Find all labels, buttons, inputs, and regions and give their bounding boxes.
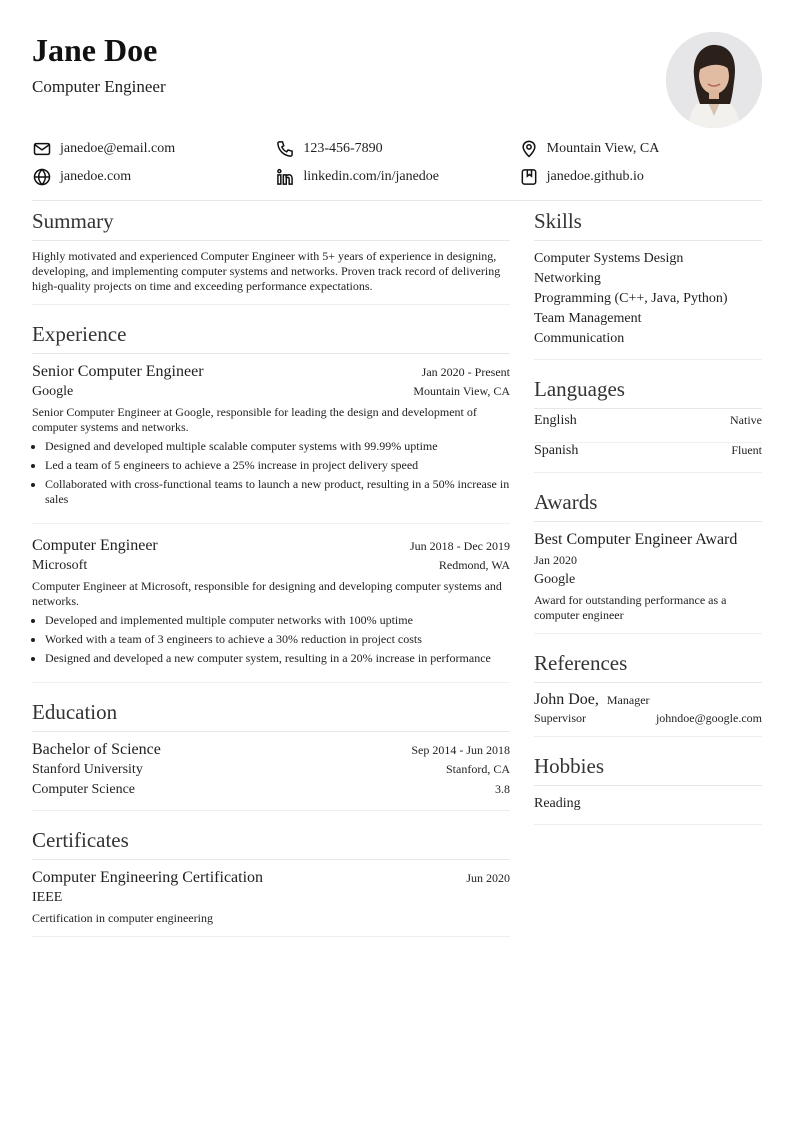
- job-location: Redmond, WA: [438, 558, 510, 572]
- contact-website[interactable]: [32, 163, 275, 191]
- website-text: janedoe.com: [60, 169, 132, 184]
- references-section: [534, 650, 762, 737]
- education-heading: Education: [32, 699, 510, 732]
- contact-linkedin[interactable]: [275, 163, 518, 191]
- award-date: Jan 2020: [534, 553, 577, 567]
- phone-icon: [275, 139, 295, 159]
- github-text: janedoe.github.io: [546, 169, 644, 184]
- location-text: Mountain View, CA: [546, 141, 660, 156]
- summary-heading: Summary: [32, 208, 510, 241]
- job-achievements: [32, 613, 510, 666]
- reference-relation: Supervisor: [534, 711, 586, 725]
- reference-name: John Doe,: [534, 691, 599, 708]
- candidate-name: Jane Doe: [32, 32, 158, 68]
- language-item: [534, 413, 762, 443]
- contact-phone[interactable]: [275, 135, 518, 163]
- experience-item: [32, 524, 510, 683]
- contact-github[interactable]: [519, 163, 762, 191]
- skill-item: Programming (C++, Java, Python): [534, 291, 728, 306]
- job-achievements: [32, 439, 510, 507]
- left-column: [32, 208, 510, 937]
- job-title: Computer Engineer: [32, 537, 158, 554]
- candidate-title: Computer Engineer: [32, 77, 166, 96]
- skill-item: Team Management: [534, 311, 642, 326]
- hobby-item: Reading: [534, 796, 581, 811]
- job-dates: Jun 2018 - Dec 2019: [410, 539, 510, 553]
- skill-item: Communication: [534, 331, 625, 346]
- header-divider: [32, 200, 762, 201]
- skills-heading: Skills: [534, 208, 762, 241]
- achievement-item: • Worked with a team of 3 engineers to achieve a 30% reduction in project costs: [45, 632, 510, 647]
- job-company: Microsoft: [32, 558, 88, 573]
- profile-photo: [666, 32, 762, 128]
- skills-section: [534, 208, 762, 360]
- job-dates: Jan 2020 - Present: [421, 365, 510, 379]
- references-heading: References: [534, 650, 762, 683]
- certificates-section: [32, 827, 510, 937]
- achievement-item: • Collaborated with cross-functional teams to launch a new product, resulting in a 50% increase in sales: [45, 477, 510, 507]
- phone-text: 123-456-7890: [303, 141, 383, 156]
- resume-header: [32, 30, 762, 130]
- languages-section: [534, 376, 762, 473]
- certificate-description: Certification in computer engineering: [32, 911, 213, 925]
- job-title: Senior Computer Engineer: [32, 363, 204, 380]
- summary-section: [32, 208, 510, 305]
- languages-heading: Languages: [534, 376, 762, 409]
- mail-icon: [32, 139, 52, 159]
- education-section: [32, 699, 510, 811]
- contact-info: [32, 135, 762, 191]
- language-level: Fluent: [731, 443, 762, 457]
- job-description: Senior Computer Engineer at Google, responsible for leading the design and development of computer systems and networks.: [32, 405, 477, 434]
- achievement-item: • Designed and developed multiple scalable computer systems with 99.99% uptime: [45, 439, 510, 454]
- map-pin-icon: [519, 139, 539, 159]
- language-name: Spanish: [534, 443, 579, 458]
- field-of-study: Computer Science: [32, 782, 136, 797]
- certificate-date: Jun 2020: [466, 871, 510, 885]
- experience-section: [32, 321, 510, 683]
- awards-heading: Awards: [534, 489, 762, 522]
- right-column: [534, 208, 762, 825]
- education-dates: Sep 2014 - Jun 2018: [411, 743, 510, 757]
- globe-icon: [32, 167, 52, 187]
- bookmark-icon: [519, 167, 539, 187]
- summary-text: Highly motivated and experienced Computer Engineer with 5+ years of experience in designing, developing, and implementing computer systems and networks. Proven track record of delivering high-quality projects on time and exceeding performance expectations.: [32, 249, 501, 293]
- skill-item: Networking: [534, 271, 601, 286]
- email-text: janedoe@email.com: [60, 141, 176, 156]
- language-level: Native: [730, 413, 762, 427]
- language-name: English: [534, 413, 577, 428]
- certificate-name: Computer Engineering Certification: [32, 869, 264, 886]
- linkedin-icon: [275, 167, 295, 187]
- skill-item: Computer Systems Design: [534, 251, 684, 266]
- language-item: [534, 443, 762, 472]
- school-name: Stanford University: [32, 762, 143, 777]
- certificate-issuer: IEEE: [32, 890, 63, 905]
- hobbies-heading: Hobbies: [534, 753, 762, 786]
- school-location: Stanford, CA: [446, 762, 510, 776]
- portrait-image: [666, 32, 762, 128]
- experience-item: [32, 362, 510, 524]
- awards-section: [534, 489, 762, 634]
- reference-position: Manager: [606, 693, 650, 707]
- job-company: Google: [32, 384, 74, 399]
- award-description: Award for outstanding performance as a computer engineer: [534, 593, 727, 622]
- linkedin-text: linkedin.com/in/janedoe: [303, 169, 440, 184]
- certificates-heading: Certificates: [32, 827, 510, 860]
- achievement-item: • Led a team of 5 engineers to achieve a 25% increase in project delivery speed: [45, 458, 510, 473]
- degree: Bachelor of Science: [32, 741, 161, 758]
- hobbies-section: [534, 753, 762, 825]
- reference-email[interactable]: johndoe@google.com: [655, 711, 762, 725]
- resume-page: [32, 30, 762, 925]
- contact-location: [519, 135, 762, 163]
- gpa: 3.8: [495, 782, 510, 796]
- award-title: Best Computer Engineer Award: [534, 531, 738, 548]
- award-organization: Google: [534, 572, 576, 587]
- contact-email[interactable]: [32, 135, 275, 163]
- job-description: Computer Engineer at Microsoft, responsible for designing and developing computer systems and networks.: [32, 579, 502, 608]
- job-location: Mountain View, CA: [413, 384, 510, 398]
- achievement-item: • Developed and implemented multiple computer networks with 100% uptime: [45, 613, 510, 628]
- achievement-item: • Designed and developed a new computer system, resulting in a 20% increase in performance: [45, 651, 510, 666]
- experience-heading: Experience: [32, 321, 510, 354]
